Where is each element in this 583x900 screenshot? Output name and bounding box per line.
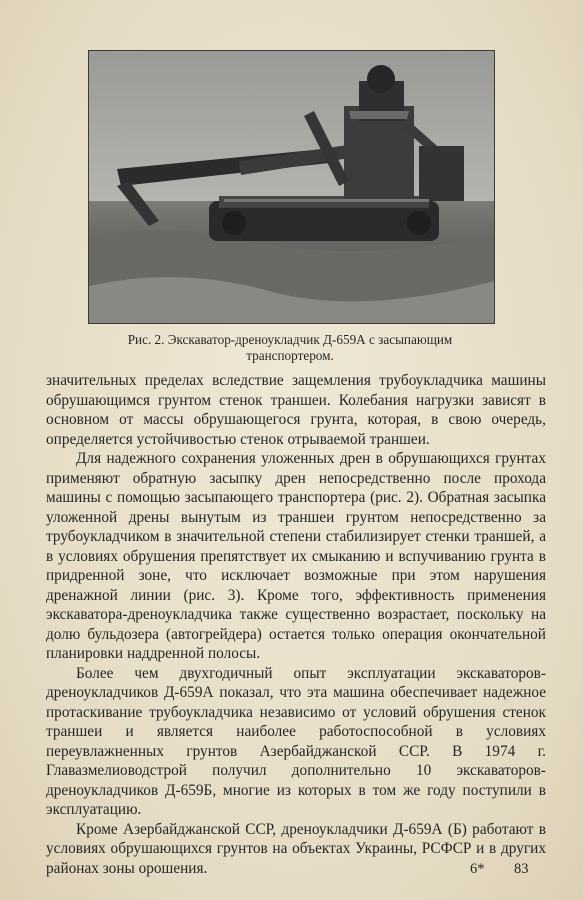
figure-caption [90, 332, 490, 364]
paragraph: значительных пределах вследствие защемления трубоукладчика машины обрушающимся грунтом стенок траншеи. Колебания нагрузки зависят в основном от массы обрушающегося грунта, которая, в свою очередь, определяется устойчивостью стенок отрываемой траншеи. [46, 372, 546, 448]
figure-caption-line: транспортером. [246, 348, 334, 363]
signature-mark: 6* [470, 861, 485, 877]
figure-caption-line: Рис. 2. Экскаватор-дреноукладчик Д-659А с засыпающим [127, 332, 453, 347]
paragraph: Более чем двухгодичный опыт эксплуатации экскаваторов-дреноукладчиков Д-659А показал, что эта машина обеспечивает надежное протаскивание трубоукладчика независимо от условий обрушения стенок траншеи и является наиболее работоспособной в условиях переувлажненных грунтов Азербайджанской ССР. В 1974 г. Главазмелиоводстрой получил дополнительно 10 экскаваторов-дреноукладчиков Д-659Б, многие из которых в том же году поступили в эксплуатацию. [46, 664, 546, 818]
excavator-photo [88, 50, 495, 324]
body-text [46, 371, 546, 878]
excavator-photo-image [89, 51, 494, 323]
paragraph: Кроме Азербайджанской ССР, дреноукладчики Д-659А (Б) работают в условиях обрушающихся грунтов на объектах Украины, РСФСР и в других районах зоны орошения. [46, 820, 546, 877]
paragraph: Для надежного сохранения уложенных дрен в обрушающихся грунтах применяют обратную засыпку дрен непосредственно после прохода машины с помощью засыпающего транспортера (рис. 2). Обратная засыпка уложенной дрены вынутым из траншеи грунтом непосредственно за трубоукладчиком в значительной степени стабилизирует стенки траншей, а в условиях обрушения препятствует их смыканию и вспучиванию грунта в придренной зоне, что исключает возможные при этом нарушения дренажной линии (рис. 3). Кроме того, эффективность применения экскаватора-дреноукладчика также существенно возрастает, поскольку на долю бульдозера (автогрейдера) остается только операция окончательной планировки наддренной полосы. [46, 450, 546, 662]
page-number: 83 [514, 861, 529, 877]
